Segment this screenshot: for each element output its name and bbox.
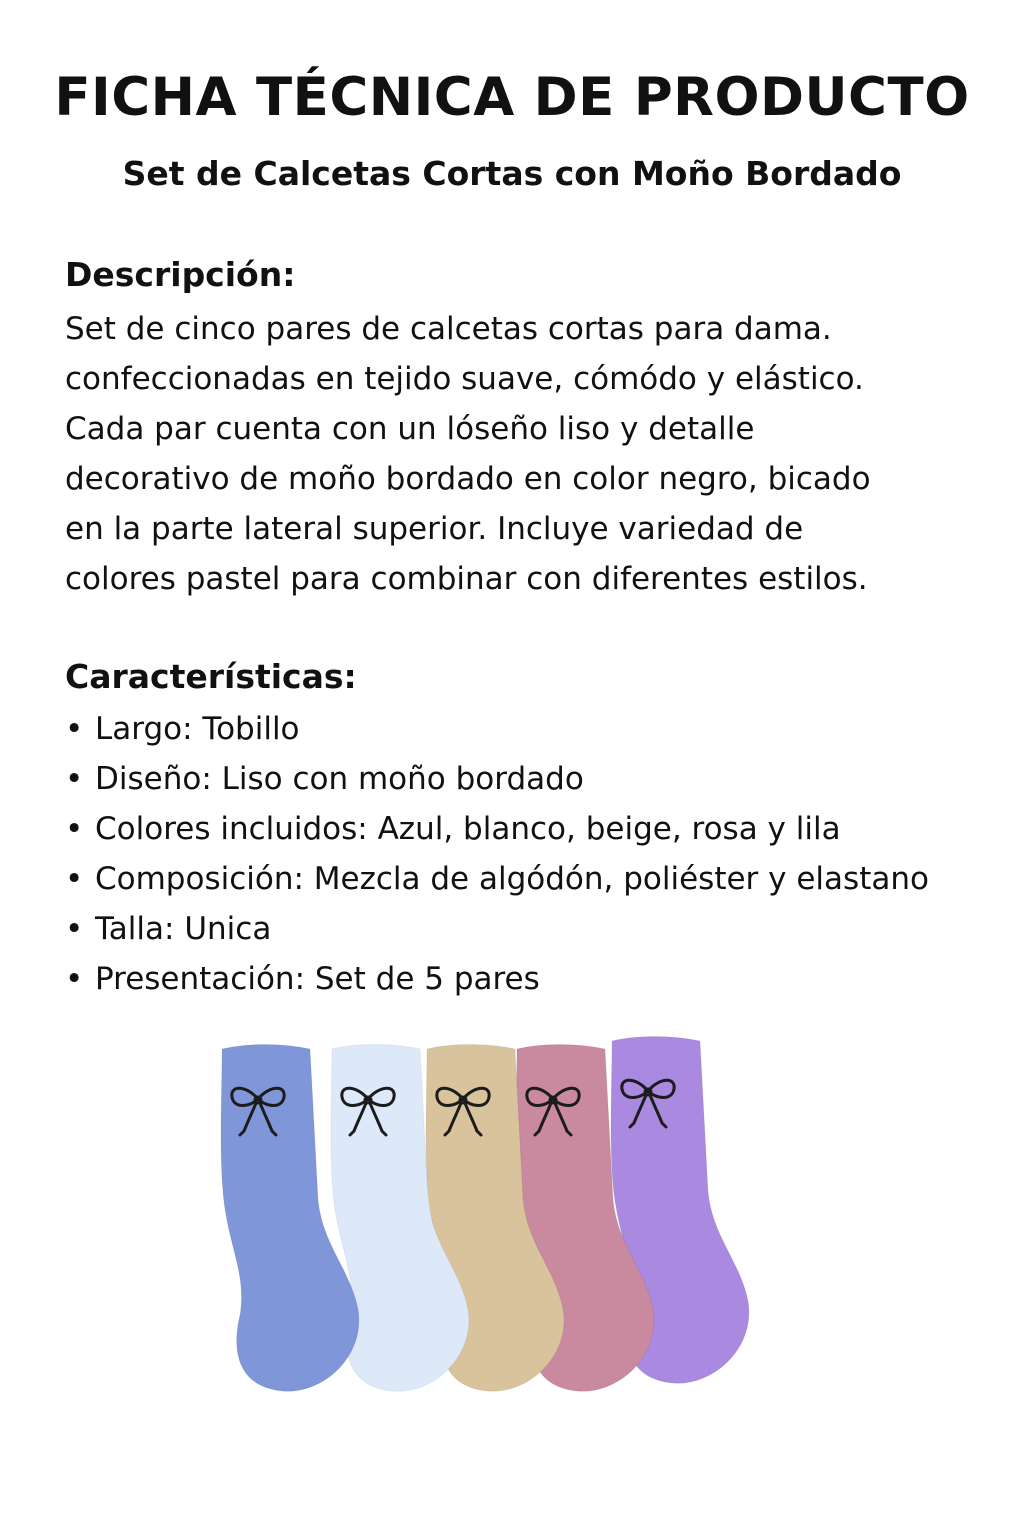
features-list: [65, 704, 1005, 1004]
description-line: Cada par cuenta con un lóseño liso y detalle: [65, 411, 755, 447]
description-heading: Descripción:: [65, 255, 296, 294]
feature-item: [65, 854, 1005, 904]
bullet-icon: •: [65, 711, 84, 747]
feature-item: [65, 754, 1005, 804]
page-title: FICHA TÉCNICA DE PRODUCTO: [54, 67, 970, 128]
bullet-icon: •: [65, 861, 84, 897]
feature-text: Diseño: Liso con moño bordado: [95, 761, 584, 797]
description-line: colores pastel para combinar con diferentes estilos.: [65, 561, 868, 597]
page-subtitle: Set de Calcetas Cortas con Moño Bordado: [122, 154, 902, 193]
feature-text: Presentación: Set de 5 pares: [95, 961, 540, 997]
description-line: decorativo de moño bordado en color negro, bicado: [65, 461, 871, 497]
feature-item: [65, 904, 1005, 954]
description-text: [65, 304, 995, 604]
feature-item: [65, 704, 1005, 754]
features-heading: Características:: [65, 657, 357, 696]
description-line: Set de cinco pares de calcetas cortas para dama.: [65, 311, 832, 347]
feature-text: Composición: Mezcla de algódón, poliéster y elastano: [95, 861, 929, 897]
feature-text: Largo: Tobillo: [95, 711, 300, 747]
bullet-icon: •: [65, 961, 84, 997]
feature-item: [65, 954, 1005, 1004]
feature-item: [65, 804, 1005, 854]
bullet-icon: •: [65, 911, 84, 947]
feature-text: Colores incluidos: Azul, blanco, beige, rosa y lila: [95, 811, 841, 847]
bullet-icon: •: [65, 761, 84, 797]
description-line: confeccionadas en tejido suave, cómódo y elástico.: [65, 361, 864, 397]
feature-text: Talla: Unica: [95, 911, 272, 947]
description-line: en la parte lateral superior. Incluye variedad de: [65, 511, 804, 547]
bullet-icon: •: [65, 811, 84, 847]
socks-product-image: [180, 1025, 760, 1395]
